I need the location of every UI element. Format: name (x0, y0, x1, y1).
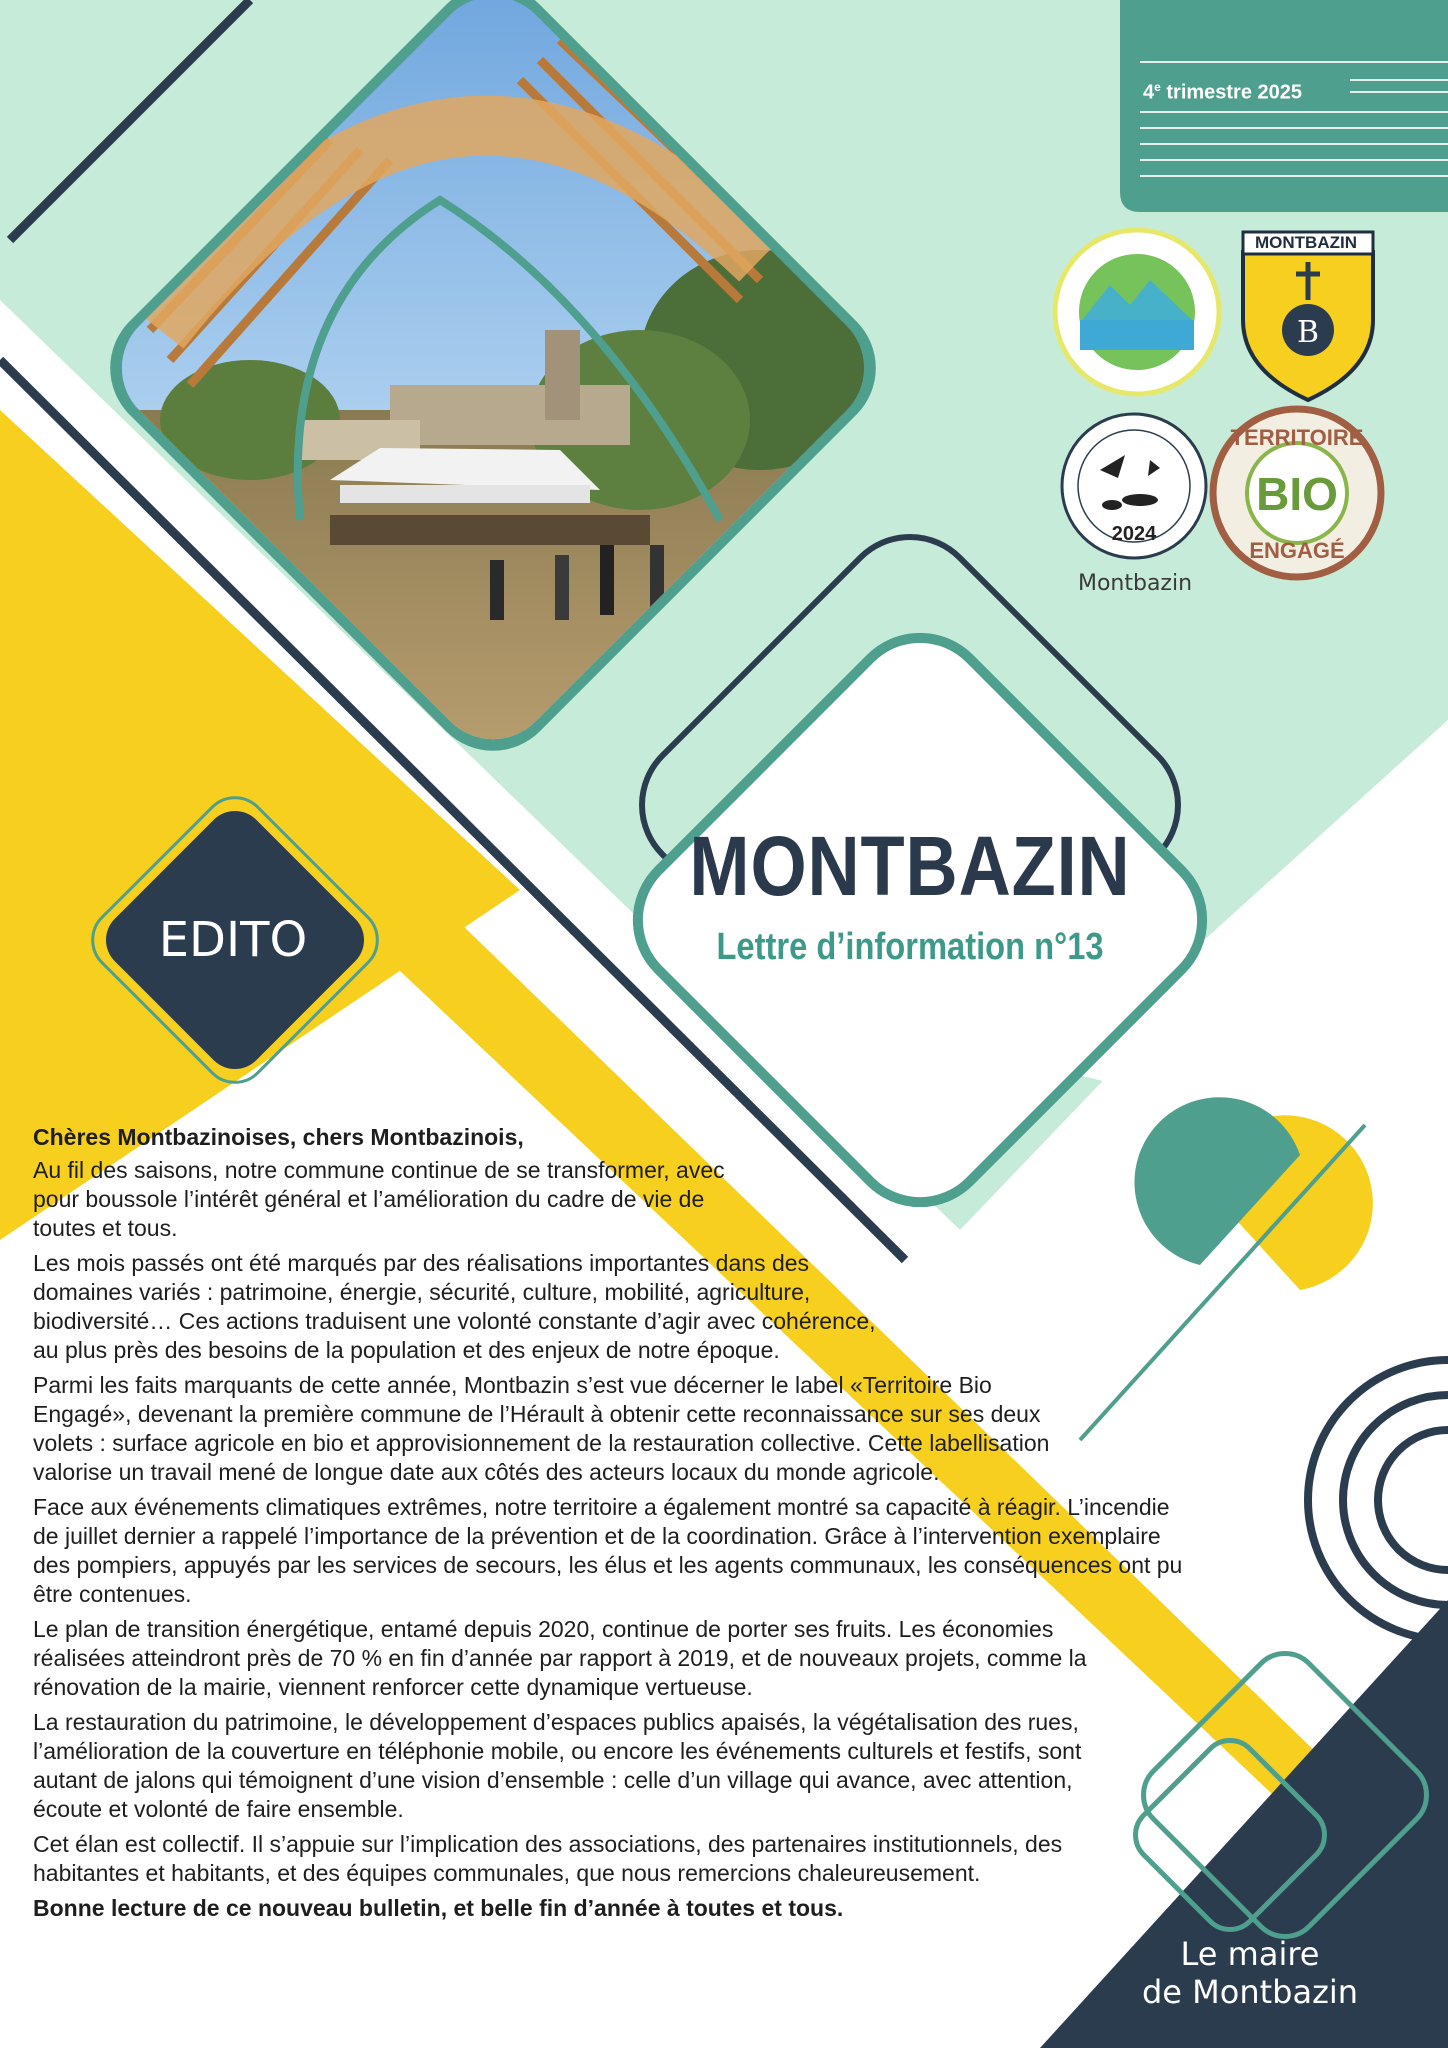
letter-paragraph: Le plan de transition énergétique, entamé depuis 2020, continue de porter ses fruits. Les économies réalisées atteindront près de 70 % en fin d’année par rapport à 2019, et de nouveaux projets, comme la rénovation de la mairie, viennent renforcer cette dynamique vertueuse. (33, 1616, 1087, 1700)
svg-text:2024: 2024 (1111, 523, 1157, 545)
editorial-letter (33, 1123, 1193, 1929)
header-box (1120, 0, 1448, 212)
letter-greeting: Chères Montbazinoises, chers Montbazinois, (33, 1124, 524, 1150)
letter-paragraph: Les mois passés ont été marqués par des réalisations importantes dans des domaines variés : patrimoine, énergie, sécurité, culture, mobilité, agriculture, biodiversité… Ces actions traduisent une volonté constante d’agir avec cohérence, au plus près des besoins de la population et des enjeux de notre époque. (33, 1250, 876, 1363)
crest-label: MONTBAZIN (1255, 233, 1357, 252)
signature-line-1: Le maire (1180, 1935, 1320, 1973)
quarter-label: 4e trimestre 2025 (1143, 80, 1303, 104)
letter-paragraph: Face aux événements climatiques extrêmes, notre territoire a également montré sa capacité à réagir. L’incendie de juillet dernier a rappelé l’importance de la prévention et de la coordination. Grâce à l’intervention exemplaire des pompiers, appuyés par les services de secours, les élus et les agents communaux, les conséquences ont pu être contenues. (33, 1494, 1183, 1607)
svg-text:BIO: BIO (1256, 468, 1338, 520)
letter-paragraph: La restauration du patrimoine, le développement d’espaces publics apaisés, la végétalisation des rues, l’amélioration de la couverture en téléphonie mobile, ou encore les événements culturels et festifs, sont autant de jalons qui témoignent d’une vision d’ensemble : celle d’un village qui avance, avec attention, écoute et volonté de faire ensemble. (33, 1709, 1082, 1822)
signature-line-2: de Montbazin (1141, 1973, 1359, 2011)
page-subtitle: Lettre d’information n°13 (716, 926, 1104, 968)
letter-paragraph: Cet élan est collectif. Il s’appuie sur l’implication des associations, des partenaires institutionnels, des habitantes et habitants, et des équipes communales, que nous remercions chaleureusement. (33, 1831, 1063, 1886)
biodiversite-caption: Montbazin (1077, 571, 1193, 596)
bio-engage-logo (1213, 409, 1381, 577)
territoires-nature-logo (1055, 230, 1219, 394)
page-title: MONTBAZIN (689, 819, 1131, 913)
svg-text:B: B (1296, 315, 1320, 350)
letter-paragraph: Au fil des saisons, notre commune continue de se transformer, avec pour boussole l’intérêt général et l’amélioration du cadre de vie de toutes et tous. (33, 1157, 725, 1241)
biodiversite-logo (1062, 414, 1206, 558)
mayor-signature (1130, 1935, 1370, 2011)
svg-text:ENGAGÉ: ENGAGÉ (1249, 538, 1345, 563)
svg-text:TERRITOIRE: TERRITOIRE (1230, 425, 1364, 450)
edito-label: EDITO (158, 912, 308, 968)
letter-closing: Bonne lecture de ce nouveau bulletin, et belle fin d’année à toutes et tous. (33, 1895, 844, 1921)
letter-paragraph: Parmi les faits marquants de cette année, Montbazin s’est vue décerner le label «Territoire Bio Engagé», devenant la première commune de l’Hérault à obtenir cette reconnaissance sur ses deux volets : surface agricole en bio et approvisionnement de la restauration collective. Cette labellisation valorise un travail mené de longue date aux côtés des acteurs locaux du monde agricole. (33, 1372, 1050, 1485)
